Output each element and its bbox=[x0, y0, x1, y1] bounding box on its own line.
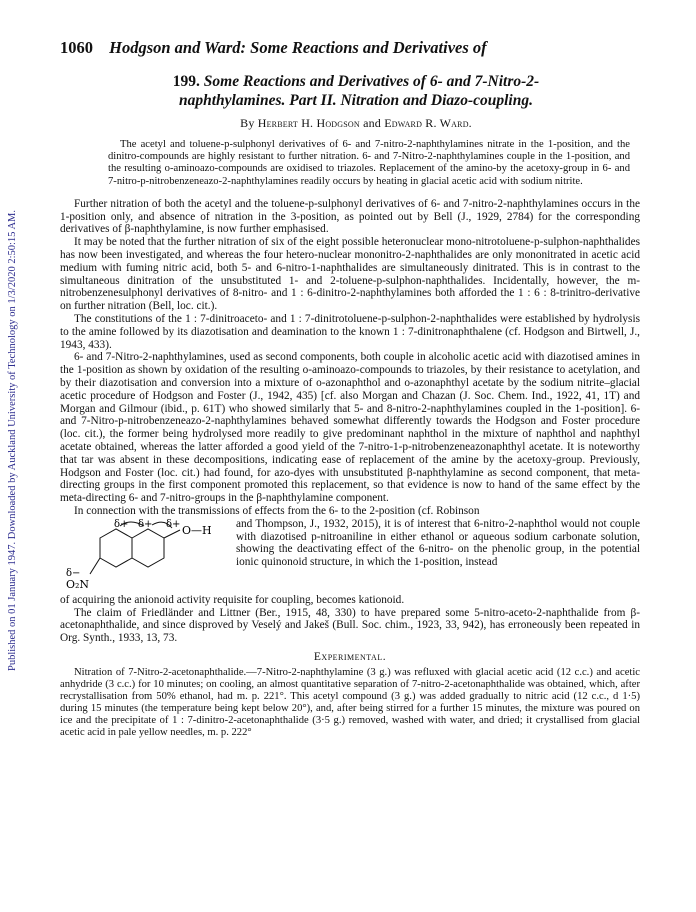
paragraph-5-start: In connection with the transmissions of effects from the 6- to the 2-position (cf. Robinson bbox=[74, 504, 480, 517]
experimental-section bbox=[60, 667, 640, 740]
hydroxyl-label: O—H bbox=[182, 523, 212, 537]
running-head-text: Hodgson and Ward: Some Reactions and Derivatives of bbox=[109, 38, 487, 57]
left-ring bbox=[100, 529, 132, 567]
paragraph-4: 6- and 7-Nitro-2-naphthylamines, used as second components, both couple in alcoholic acetic acid with diazotised amines in the 1-position as shown by oxidation of the resulting o-aminoazo-compounds to triazoles, by their resistance to acetylation, and by their diazotisation and conversion into a mixture of o-azonaphthol and o-azonaphthyl acetate by the sodium nitrite–glacial acetic procedure of Hodgson and Foster (J., 1942, 435) [cf. also Morgan and Chazan (J. Soc. Chem. Ind., 1922, 41, 1T) and Morgan and Gilmour (ibid., p. 61T) who showed similarly that 5- and 8-nitro-2-naphthylamines coupled in the 1-position]. 6- and 7-Nitro-p-nitrobenzeneazo-2-naphthylamines behaved somewhat differently towards the Hodgson and Foster procedure (loc. cit.), the former being hydrolysed more readily to give predominant naphthol in the mixture of naphthol and naphthyl acetate obtained, whereas the latter afforded a good yield of the 7-nitro-1-p-nitrobenzeneazonaphthyl acetate. It is noteworthy that tar was absent in these decompositions, indicating ease of replacement of the amine by the acetoxy-group. Previously, Hodgson and Foster (loc. cit.) had found, for azo-dyes with unsubstituted β-naphthylamine as second component, that meta-directing groups in the first component promoted this replacement, so that evidence is now to hand of the same effect by the meta-directing 6- and 7-nitro-groups in the β-naphthylamine component. bbox=[60, 351, 640, 505]
delta-plus-1: δ+ bbox=[114, 518, 129, 530]
author-1: Herbert H. Hodgson bbox=[257, 116, 360, 130]
author-2: Edward R. Ward. bbox=[384, 116, 472, 130]
article-number: 199. bbox=[172, 73, 200, 90]
authors-and: and bbox=[363, 116, 381, 130]
download-notice: Published on 01 January 1947. Downloaded by Auckland University of Technology on 1/3/2020 2:50:15 AM. bbox=[7, 209, 19, 671]
right-ring bbox=[132, 529, 164, 567]
article-header bbox=[60, 72, 640, 131]
page-number: 1060 bbox=[60, 38, 93, 57]
title-line-1: Some Reactions and Derivatives of 6- and 7-Nitro-2- bbox=[203, 73, 540, 90]
paragraph-2: It may be noted that the further nitration of six of the eight possible heteronuclear mono-nitrotoluene-p-sulphon-naphthalides has now been investigated, and whereas the four hetero-nuclear mononitro-2-naphthalides are only mononitrated in acetic acid medium with fuming nitric acid, both 5- and 6-nitro-1-naphthalides are simultaneously dinitrated. This is in contrast to the simultaneous dinitration of the unsubstituted 1- and 2-toluene-p-sulphon-naphthalides. Incidentally, however, the m-nitrobenzenesulphonyl derivatives of 8-nitro- and 1 : 6-dinitro-2-naphthylamines both afforded the 1 : 6 : 8-trinitro-derivative on further nitration (Bell, loc. cit.). bbox=[60, 236, 640, 313]
nitro-group-label: O₂N bbox=[66, 577, 90, 591]
figure-wrap bbox=[60, 518, 640, 594]
journal-page bbox=[60, 38, 640, 739]
author-line bbox=[72, 116, 640, 131]
delta-plus-2: δ+ bbox=[138, 518, 153, 530]
article-title bbox=[72, 72, 640, 110]
download-watermark bbox=[0, 60, 26, 820]
delta-minus: δ− bbox=[66, 567, 81, 579]
experimental-heading: Experimental. bbox=[313, 650, 387, 663]
paragraph-3: The constitutions of the 1 : 7-dinitroaceto- and 1 : 7-dinitrotoluene-p-sulphon-2-naphthalides were established by hydrolysis to the amine followed by its diazotisation and deamination to the known 1 : 7-dinitronaphthalene (cf. Hodgson and Birtwell, J., 1943, 433). bbox=[60, 312, 640, 351]
quinonoid-structure-figure bbox=[60, 518, 236, 594]
paragraph-5-end: of acquiring the anionoid activity requisite for coupling, becomes kationoid. bbox=[60, 593, 405, 606]
delta-plus-3: δ+ bbox=[166, 518, 181, 530]
abstract: The acetyl and toluene-p-sulphonyl derivatives of 6- and 7-nitro-2-naphthylamines nitrate in the 1-position, and the dinitro-compounds are highly resistant to further nitration. 6- and 7-Nitro-2-naphthylamines couple in the 1-position, and the resulting o-aminoazo-compounds are oxidised to triazoles. Replacement of the amino-by the acetoxy-group in 6- and 7-nitro-p-nitrobenzeneazo-2-naphthylamines readily occurs by heating in glacial acetic acid with sodium nitrite. bbox=[108, 139, 630, 187]
running-head bbox=[60, 38, 640, 58]
authors-by: By bbox=[240, 116, 255, 130]
experimental-paragraph-1: Nitration of 7-Nitro-2-acetonaphthalide.—7-Nitro-2-naphthylamine (3 g.) was refluxed with glacial acetic acid (12 c.c.) and acetic anhydride (3 c.c.) for 10 minutes; on cooling, an almost quantitative separation of 7-nitro-2-acetonaphthalide was obtained, which, after recrystallisation from 50% ethanol, had m. p. 221°. This acetyl compound (3 g.) was added gradually to nitric acid (12 c.c., d 1·5) during 15 minutes (the temperature being kept below 20°), and, after being stirred for a further 15 minutes, the mixture was poured on ice and the precipitate of 1 : 7-dinitro-2-acetonaphthalide (3·5 g.) removed, washed with water, and dried; it crystallised from glacial acetic acid in pale yellow needles, m. p. 222° bbox=[60, 666, 640, 739]
paragraph-1: Further nitration of both the acetyl and the toluene-p-sulphonyl derivatives of 6- and 7-nitro-2-naphthylamines occurs in the 1-position only, and absence of nitration in the 3-position, as pointed out by Bell (J., 1929, 2784) for the corresponding derivatives of β-naphthylamine, is now further emphasised. bbox=[60, 197, 640, 236]
article-body bbox=[60, 198, 640, 645]
paragraph-5-wrap: and Thompson, J., 1932, 2015), it is of interest that 6-nitro-2-naphthol would not couple with diazotised p-nitroaniline in either ethanol or aqueous sodium carbonate solution, showing the deactivating effect of the 6-nitro- on the phenolic group, in the potential ionic quinonoid structure, in which the 1-position, instead bbox=[236, 517, 640, 569]
title-line-2: naphthylamines. Part II. Nitration and Diazo-coupling. bbox=[179, 92, 533, 109]
paragraph-6: The claim of Friedländer and Littner (Ber., 1915, 48, 330) to have prepared some 5-nitro-aceto-2-naphthalide from β-acetonaphthalide, and since disproved by Veselý and Jakeš (Bull. Soc. chim., 1923, 33, 942), has erroneously been repeated in Org. Synth., 1933, 13, 73. bbox=[60, 606, 640, 645]
